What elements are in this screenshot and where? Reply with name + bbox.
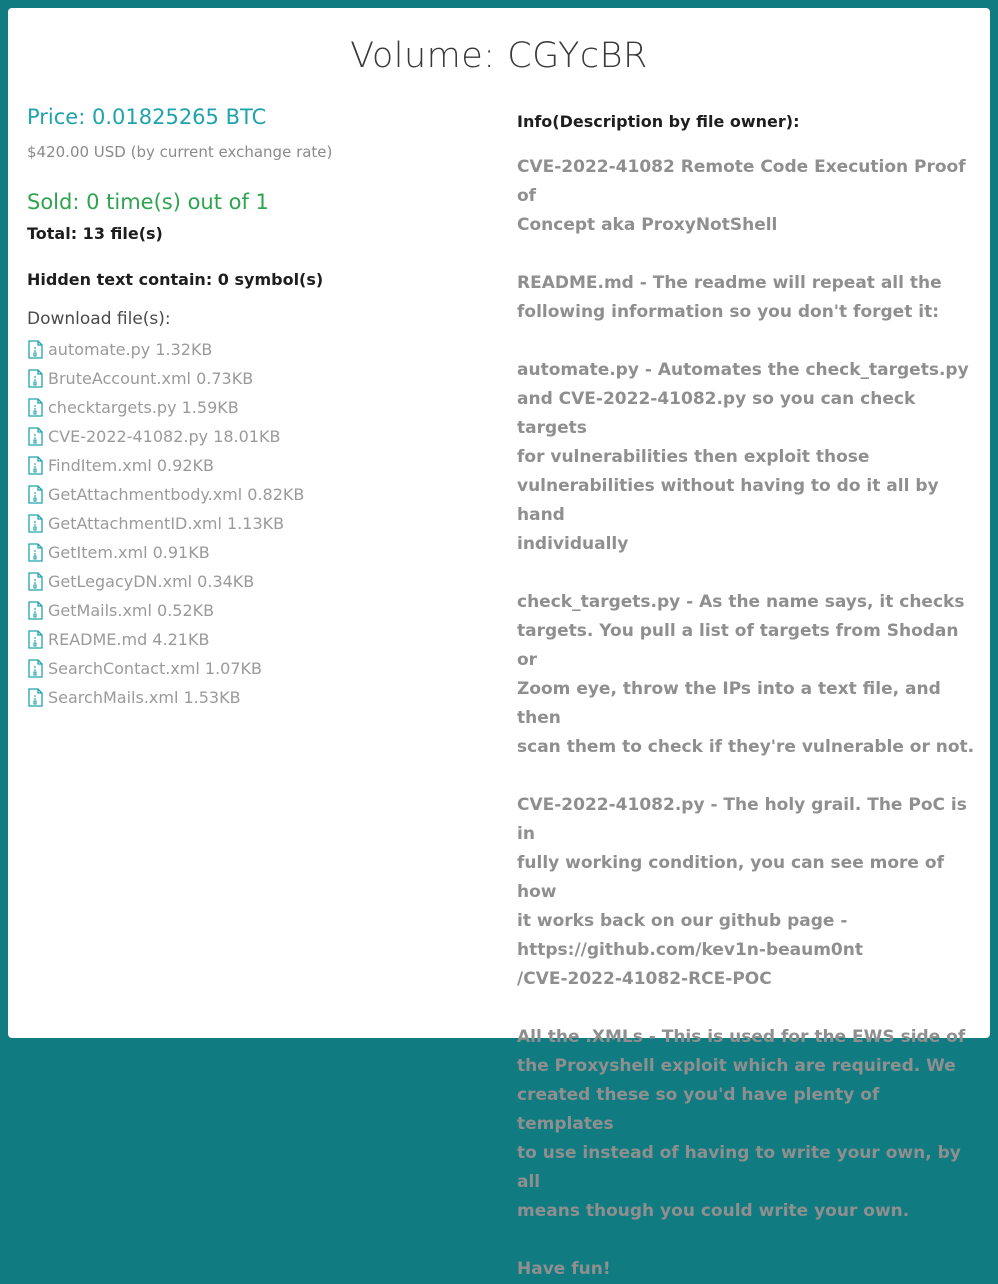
file-label: SearchMails.xml 1.53KB [48,688,241,707]
file-link[interactable] [27,422,497,451]
file-link[interactable] [27,509,497,538]
file-icon [27,427,44,446]
file-icon [27,659,44,678]
summary-column [27,104,497,712]
file-icon [27,398,44,417]
info-paragraph: README.md - The readme will repeat all the following information so you don't forget it: [517,273,942,322]
file-label: GetLegacyDN.xml 0.34KB [48,572,255,591]
info-column [517,112,977,1284]
file-icon [27,369,44,388]
file-label: checktargets.py 1.59KB [48,398,239,417]
file-label: README.md 4.21KB [48,630,210,649]
file-icon [27,514,44,533]
sold-count: Sold: 0 time(s) out of 1 [27,190,269,214]
file-icon [27,340,44,359]
page-title: Volume: CGYcBR [350,36,648,76]
file-icon [27,572,44,591]
file-label: BruteAccount.xml 0.73KB [48,369,254,388]
info-paragraph: All the .XMLs - This is used for the EWS side of the Proxyshell exploit which are required. We created these so you'd have plenty of templates to use instead of having to write your own, by all means though you could write your own. [517,1027,966,1221]
file-label: GetAttachmentbody.xml 0.82KB [48,485,305,504]
file-link[interactable] [27,393,497,422]
file-link[interactable] [27,625,497,654]
main-panel [8,8,990,1279]
info-paragraph: check_targets.py - As the name says, it checks targets. You pull a list of targets from Shodan or Zoom eye, throw the IPs into a text file, and then scan them to check if they're vulnerable or not. [517,592,975,757]
file-icon [27,485,44,504]
file-link[interactable] [27,567,497,596]
file-icon [27,456,44,475]
info-paragraph: CVE-2022-41082 Remote Code Execution Proof of Concept aka ProxyNotShell [517,157,966,235]
info-paragraph: automate.py - Automates the check_targets.py and CVE-2022-41082.py so you can check targets for vulnerabilities then exploit those vulnerabilities without having to do it all by hand individually [517,360,969,554]
file-icon [27,688,44,707]
file-label: CVE-2022-41082.py 18.01KB [48,427,281,446]
info-paragraph: Have fun! [517,1259,611,1279]
file-label: automate.py 1.32KB [48,340,213,359]
price-btc: Price: 0.01825265 BTC [27,105,267,129]
file-label: SearchContact.xml 1.07KB [48,659,262,678]
file-icon [27,601,44,620]
price-usd: $420.00 USD (by current exchange rate) [27,143,333,161]
file-link[interactable] [27,654,497,683]
file-link[interactable] [27,480,497,509]
file-icon [27,543,44,562]
file-label: GetAttachmentID.xml 1.13KB [48,514,285,533]
file-label: GetItem.xml 0.91KB [48,543,210,562]
file-link[interactable] [27,538,497,567]
file-label: GetMails.xml 0.52KB [48,601,215,620]
file-list [27,335,497,712]
file-link[interactable] [27,596,497,625]
total-files: Total: 13 file(s) [27,224,163,243]
file-icon [27,630,44,649]
hidden-text-count: Hidden text contain: 0 symbol(s) [27,270,324,289]
file-link[interactable] [27,364,497,393]
file-link[interactable] [27,683,497,712]
file-link[interactable] [27,451,497,480]
file-label: FindItem.xml 0.92KB [48,456,214,475]
file-link[interactable] [27,335,497,364]
info-paragraph: CVE-2022-41082.py - The holy grail. The PoC is in fully working condition, you can see more of how it works back on our github page - https://github.com/kev1n-beaum0nt /CVE-2022-41082-RCE-POC [517,795,967,989]
download-label: Download file(s): [27,309,171,329]
info-heading: Info(Description by file owner): [517,112,800,131]
